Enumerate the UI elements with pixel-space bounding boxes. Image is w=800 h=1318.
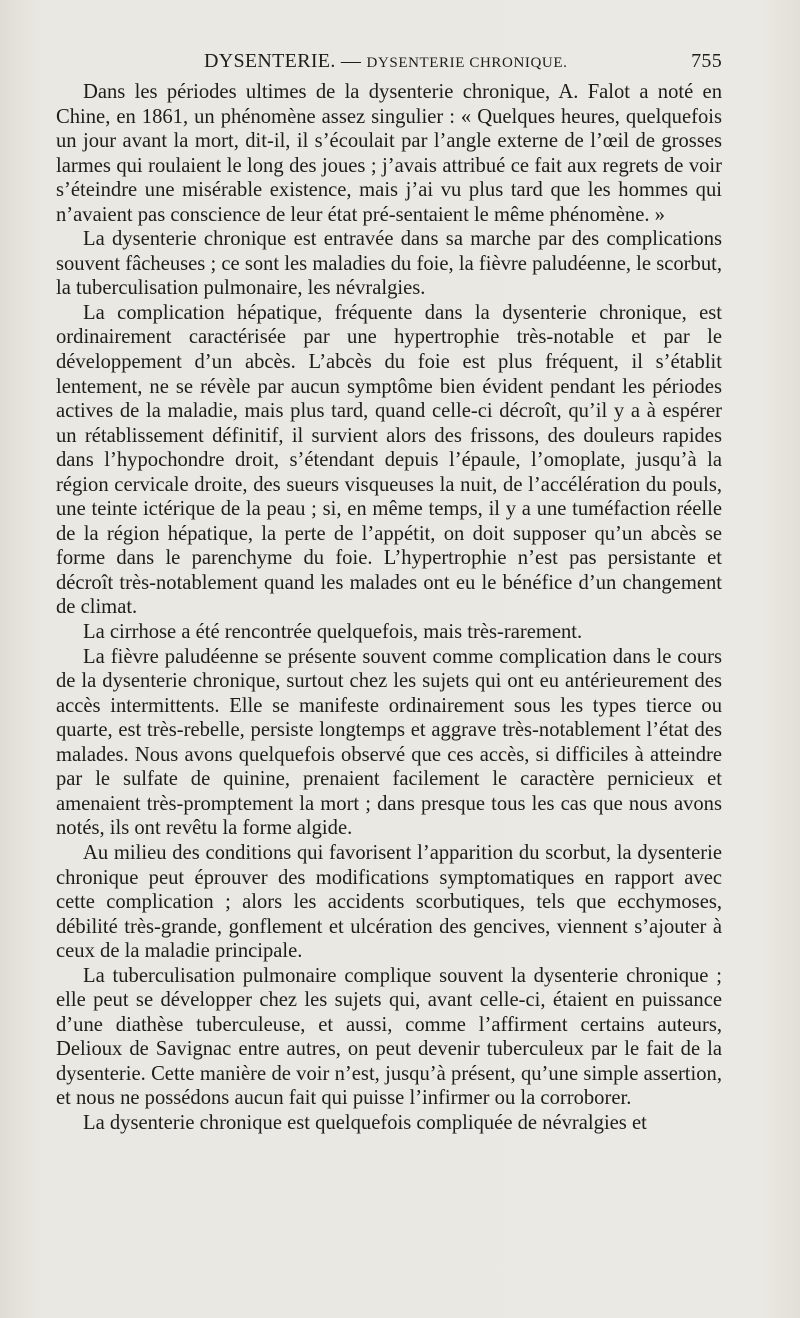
paragraph: La tuberculisation pulmonaire complique souvent la dysenterie chronique ; elle peut se développer chez les sujets qui, avant celle-ci, étaient en puissance d’une diathèse tuberculeuse, et aussi, comme l’affirment certains auteurs, Delioux de Savignac entre autres, on peut devenir tuberculeux par le fait de la dysenterie. Cette manière de voir n’est, jusqu’à présent, qu’une simple assertion, et nous ne possédons aucun fait qui puisse l’infirmer ou la corroborer. [56,964,722,1110]
paragraph: La cirrhose a été rencontrée quelquefois, mais très-rarement. [83,621,583,644]
header-separator: — [335,50,367,72]
paragraph: La dysenterie chronique est entravée dans sa marche par des complications souvent fâcheuses ; ce sont les maladies du foie, la fièvre paludéenne, le scorbut, la tuberculisation pulmonaire, les névralgies. [56,228,722,300]
paragraph: La fièvre paludéenne se présente souvent comme complication dans le cours de la dysenterie chronique, surtout chez les sujets qui ont eu antérieurement des accès intermittents. Elle se manifeste ordinairement sous les types tierce ou quarte, est très-rebelle, persiste longtemps et aggrave très-notablement l’état des malades. Nous avons quelquefois observé que ces accès, si difficiles à atteindre par le sulfate de quinine, prenaient facilement le caractère pernicieux et amenaient très-promptement la mort ; dans presque tous les cas que nous avons notés, ils ont revêtu la forme algide. [56,645,722,840]
header-title: DYSENTERIE. [204,50,336,72]
paragraph: La dysenterie chronique est quelquefois compliquée de névralgies et [83,1111,647,1134]
paragraph: La complication hépatique, fréquente dans la dysenterie chronique, est ordinairement caractérisée par une hypertrophie très-notable et par le développement d’un abcès. L’abcès du foie est plus fréquent, il s’établit lentement, ne se révèle par aucun symptôme bien évident pendant les périodes actives de la maladie, mais plus tard, quand celle-ci décroît, qu’il y a à espérer un rétablissement définitif, il survient alors des frissons, des douleurs rapides dans l’hypochondre droit, s’étendant depuis l’épaule, l’omoplate, jusqu’à la région cervicale droite, des sueurs visqueuses la nuit, de l’accélération du pouls, une teinte ictérique de la peau ; si, en même temps, il y a une tuméfaction réelle de la région hépatique, la perte de l’appétit, on doit supposer qu’un abcès se forme dans le parenchyme du foie. L’hypertrophie n’est pas persistante et décroît très-notablement quand les malades ont eu le bénéfice d’un changement de climat. [56,301,722,619]
running-title [204,50,567,73]
page-number: 755 [691,50,722,72]
running-head [56,44,722,80]
header-subtitle: DYSENTERIE CHRONIQUE. [366,55,568,71]
paragraph: Au milieu des conditions qui favorisent l’apparition du scorbut, la dysenterie chronique peut éprouver des modifications symptomatiques en rapport avec cette complication ; alors les accidents scorbutiques, tels que ecchymoses, débilité très-grande, gonflement et ulcération des gencives, viennent s’ajouter à ceux de la maladie principale. [56,841,722,963]
paragraph: Dans les périodes ultimes de la dysenterie chronique, A. Falot a noté en Chine, en 1861, un phénomène assez singulier : « Quelques heures, quelquefois un jour avant la mort, dit-il, il s’écoulait par l’angle externe de l’œil de grosses larmes qui roulaient le long des joues ; j’avais attribué ce fait aux regrets de voir s’éteindre une misérable existence, mais j’ai vu plus tard que les hommes qui n’avaient pas conscience de leur état pré-sentaient le même phénomène. » [56,81,722,226]
body-text [56,80,722,1136]
